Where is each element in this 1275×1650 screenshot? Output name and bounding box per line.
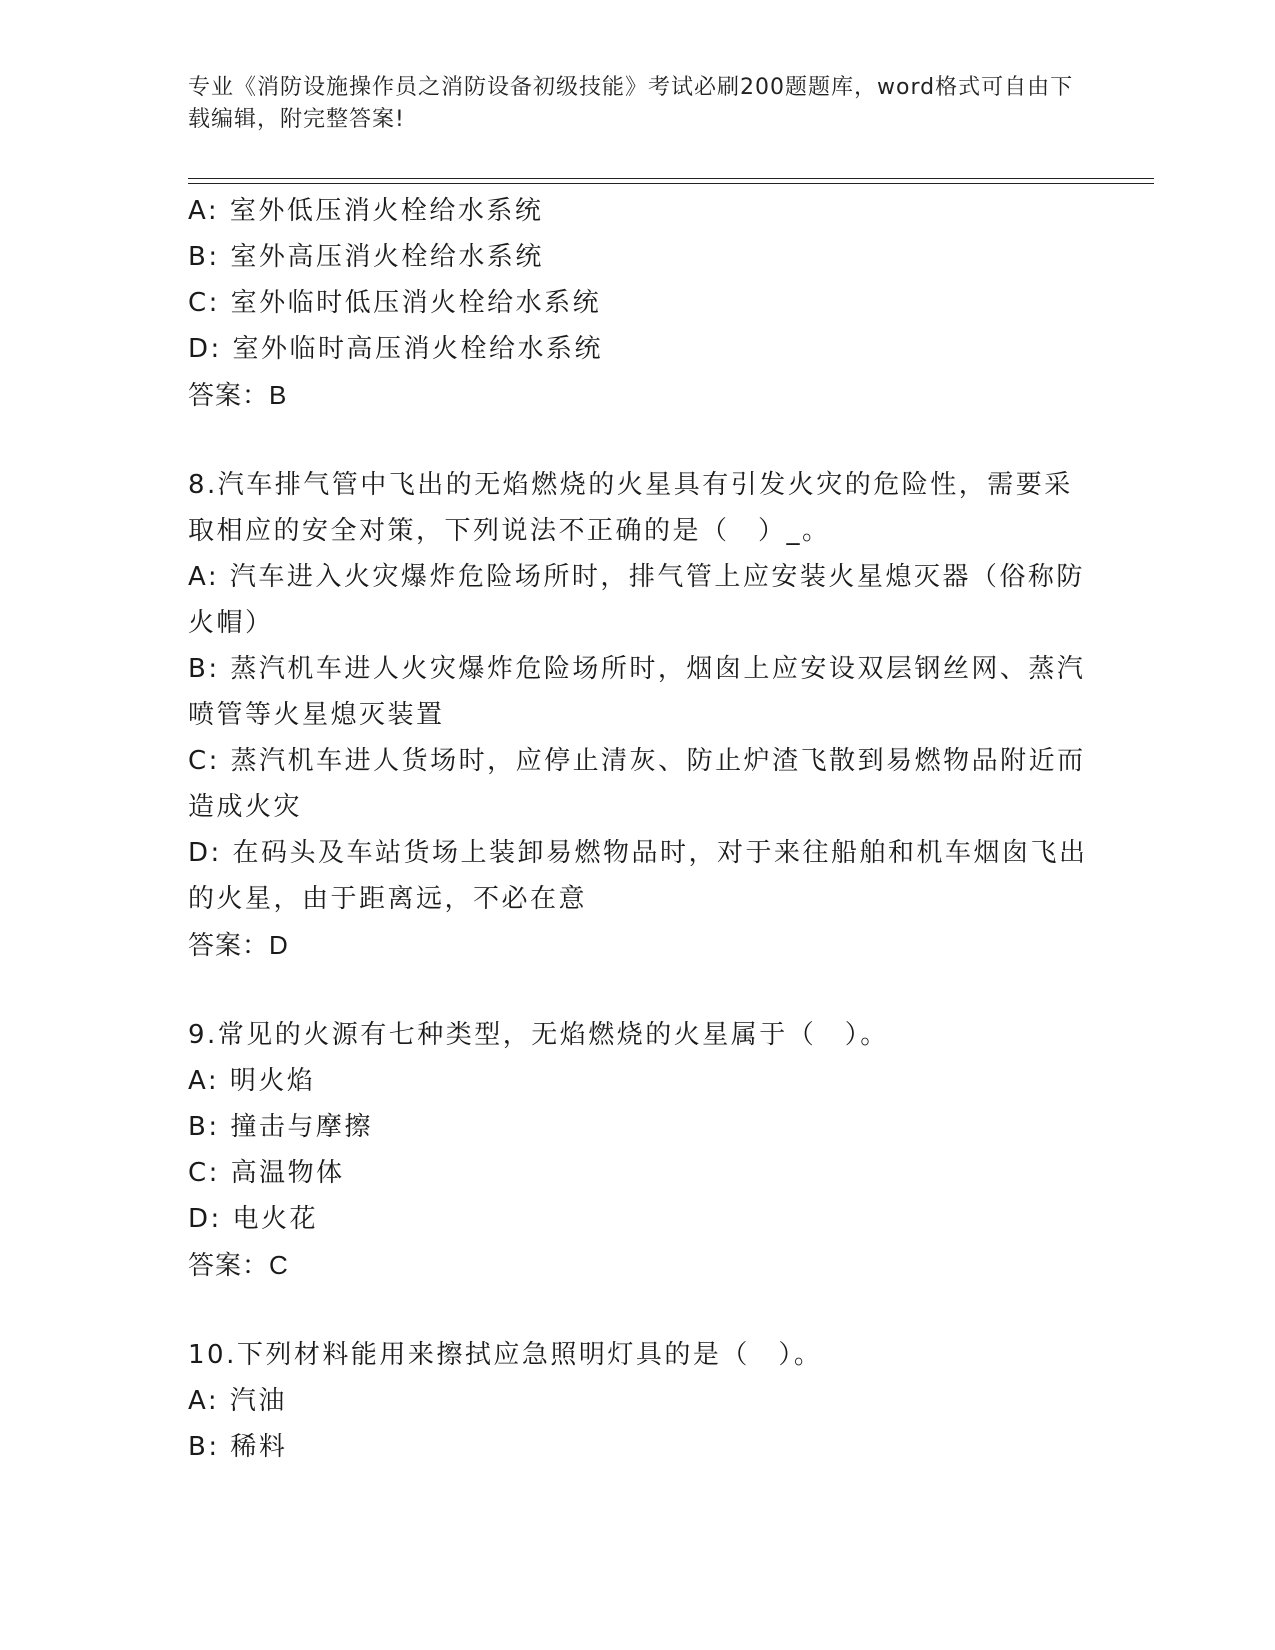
option-a: A: 明火焰 xyxy=(188,1066,316,1096)
document-header xyxy=(188,72,1088,136)
question-text: 10.下列材料能用来擦拭应急照明灯具的是（ ）。 xyxy=(188,1340,823,1370)
question-9 xyxy=(188,1012,1088,1288)
option-b: B: 蒸汽机车进人火灾爆炸危险场所时，烟囱上应安设双层钢丝网、蒸汽喷管等火星熄灭装置 xyxy=(188,654,1086,730)
question-10 xyxy=(188,1332,1088,1470)
option-d: D: 电火花 xyxy=(188,1204,319,1234)
question-text: 8.汽车排气管中飞出的无焰燃烧的火星具有引发火灾的危险性，需要采取相应的安全对策，下列说法不正确的是（ ）_。 xyxy=(188,470,1073,546)
answer: 答案：B xyxy=(188,380,288,410)
answer: 答案：D xyxy=(188,930,289,960)
option-b: B: 撞击与摩擦 xyxy=(188,1112,373,1142)
question-text: 9.常见的火源有七种类型，无焰燃烧的火星属于（ ）。 xyxy=(188,1020,889,1050)
header-text: 专业《消防设施操作员之消防设备初级技能》考试必刷200题题库，word格式可自由下载编辑，附完整答案! xyxy=(188,75,1074,132)
question-7 xyxy=(188,188,1088,418)
option-a: A: 室外低压消火栓给水系统 xyxy=(188,196,544,226)
question-list xyxy=(188,188,1088,1470)
option-c: C: 蒸汽机车进人货场时，应停止清灰、防止炉渣飞散到易燃物品附近而造成火灾 xyxy=(188,746,1086,822)
option-c: C: 高温物体 xyxy=(188,1158,345,1188)
option-d: D: 室外临时高压消火栓给水系统 xyxy=(188,334,604,364)
option-b: B: 室外高压消火栓给水系统 xyxy=(188,242,544,272)
header-divider xyxy=(188,178,1154,184)
spacer xyxy=(188,1288,1088,1332)
spacer xyxy=(188,968,1088,1012)
option-c: C: 室外临时低压消火栓给水系统 xyxy=(188,288,602,318)
option-a: A: 汽车进入火灾爆炸危险场所时，排气管上应安装火星熄灭器（俗称防火帽） xyxy=(188,562,1085,638)
answer: 答案：C xyxy=(188,1250,289,1280)
option-d: D: 在码头及车站货场上装卸易燃物品时，对于来往船舶和机车烟囱飞出的火星，由于距离远，不必在意 xyxy=(188,838,1088,914)
question-8 xyxy=(188,462,1088,968)
option-a: A: 汽油 xyxy=(188,1386,287,1416)
option-b: B: 稀料 xyxy=(188,1432,288,1462)
spacer xyxy=(188,418,1088,462)
